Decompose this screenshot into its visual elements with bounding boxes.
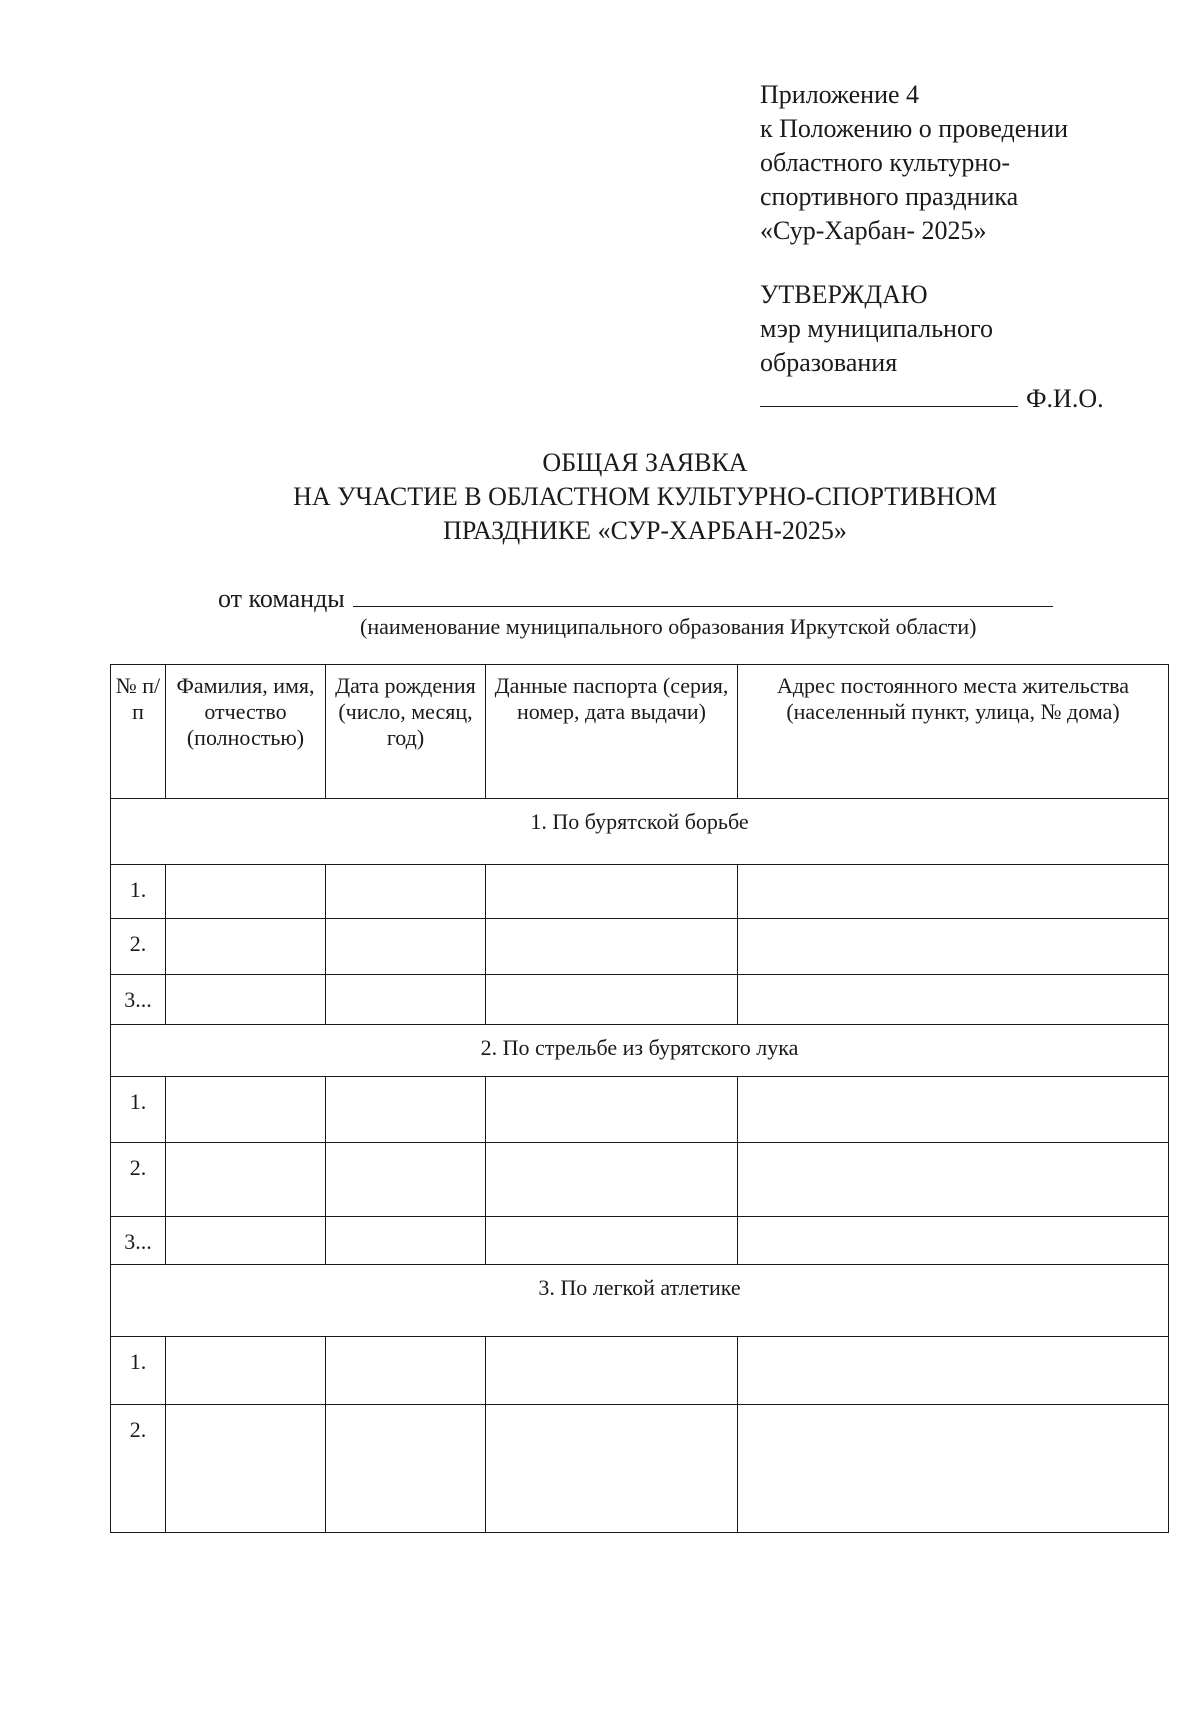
team-caption: (наименование муниципального образования Иркутской области) bbox=[360, 614, 977, 639]
appendix-line: Приложение 4 bbox=[760, 80, 920, 109]
approval-heading: УТВЕРЖДАЮ bbox=[760, 280, 928, 309]
table-row bbox=[111, 1405, 1169, 1533]
table-row bbox=[111, 1077, 1169, 1143]
cell-birth-date[interactable] bbox=[326, 1337, 486, 1405]
table-row bbox=[111, 919, 1169, 975]
cell-passport[interactable] bbox=[486, 1143, 738, 1217]
row-number: 1. bbox=[111, 1077, 166, 1143]
cell-address[interactable] bbox=[738, 1217, 1169, 1265]
row-number: 2. bbox=[111, 1143, 166, 1217]
table-row bbox=[111, 865, 1169, 919]
section-row bbox=[111, 1265, 1169, 1337]
cell-address[interactable] bbox=[738, 975, 1169, 1025]
appendix-line: областного культурно- bbox=[760, 148, 1010, 177]
section-title: 2. По стрельбе из бурятского лука bbox=[111, 1025, 1169, 1077]
section-title: 1. По бурятской борьбе bbox=[111, 799, 1169, 865]
cell-address[interactable] bbox=[738, 919, 1169, 975]
row-number: 3... bbox=[111, 1217, 166, 1265]
cell-passport[interactable] bbox=[486, 975, 738, 1025]
cell-full-name[interactable] bbox=[166, 1077, 326, 1143]
header-number: № п/п bbox=[111, 665, 166, 799]
table-row bbox=[111, 1143, 1169, 1217]
header-passport: Данные паспорта (серия, номер, дата выдачи) bbox=[486, 665, 738, 799]
row-number: 2. bbox=[111, 1405, 166, 1533]
team-name-line[interactable] bbox=[353, 580, 1053, 607]
cell-passport[interactable] bbox=[486, 865, 738, 919]
team-label: от команды bbox=[218, 584, 345, 613]
cell-birth-date[interactable] bbox=[326, 1143, 486, 1217]
cell-address[interactable] bbox=[738, 1337, 1169, 1405]
cell-address[interactable] bbox=[738, 865, 1169, 919]
cell-full-name[interactable] bbox=[166, 865, 326, 919]
title-line: ПРАЗДНИКЕ «СУР-ХАРБАН-2025» bbox=[443, 516, 847, 545]
header-address: Адрес постоянного места жительства (населенный пункт, улица, № дома) bbox=[738, 665, 1169, 799]
team-row bbox=[218, 580, 1053, 614]
cell-full-name[interactable] bbox=[166, 1217, 326, 1265]
table-row bbox=[111, 975, 1169, 1025]
cell-full-name[interactable] bbox=[166, 1143, 326, 1217]
signature-row bbox=[760, 380, 1104, 416]
cell-full-name[interactable] bbox=[166, 1405, 326, 1533]
appendix-line: спортивного праздника bbox=[760, 182, 1019, 211]
row-number: 1. bbox=[111, 865, 166, 919]
participants-table bbox=[110, 664, 1169, 1533]
cell-passport[interactable] bbox=[486, 919, 738, 975]
section-row bbox=[111, 1025, 1169, 1077]
cell-passport[interactable] bbox=[486, 1337, 738, 1405]
row-number: 2. bbox=[111, 919, 166, 975]
cell-address[interactable] bbox=[738, 1405, 1169, 1533]
approval-position: мэр муниципального bbox=[760, 314, 993, 343]
approval-position: образования bbox=[760, 348, 898, 377]
cell-birth-date[interactable] bbox=[326, 1405, 486, 1533]
cell-address[interactable] bbox=[738, 1077, 1169, 1143]
signature-line[interactable] bbox=[760, 380, 1018, 407]
cell-passport[interactable] bbox=[486, 1405, 738, 1533]
cell-birth-date[interactable] bbox=[326, 975, 486, 1025]
table-row bbox=[111, 1217, 1169, 1265]
cell-passport[interactable] bbox=[486, 1077, 738, 1143]
title-line: НА УЧАСТИЕ В ОБЛАСТНОМ КУЛЬТУРНО-СПОРТИВНОМ bbox=[293, 482, 997, 511]
approval-block bbox=[760, 278, 1104, 416]
signature-label: Ф.И.О. bbox=[1026, 384, 1104, 413]
header-row bbox=[111, 665, 1169, 799]
row-number: 3... bbox=[111, 975, 166, 1025]
cell-birth-date[interactable] bbox=[326, 1217, 486, 1265]
row-number: 1. bbox=[111, 1337, 166, 1405]
cell-passport[interactable] bbox=[486, 1217, 738, 1265]
cell-full-name[interactable] bbox=[166, 975, 326, 1025]
appendix-line: «Сур-Харбан- 2025» bbox=[760, 216, 987, 245]
cell-address[interactable] bbox=[738, 1143, 1169, 1217]
cell-birth-date[interactable] bbox=[326, 865, 486, 919]
appendix-line: к Положению о проведении bbox=[760, 114, 1069, 143]
header-birth-date: Дата рождения (число, месяц, год) bbox=[326, 665, 486, 799]
cell-full-name[interactable] bbox=[166, 919, 326, 975]
header-full-name: Фамилия, имя, отчество (полностью) bbox=[166, 665, 326, 799]
section-title: 3. По легкой атлетике bbox=[111, 1265, 1169, 1337]
document-title bbox=[150, 446, 1140, 548]
cell-birth-date[interactable] bbox=[326, 919, 486, 975]
cell-full-name[interactable] bbox=[166, 1337, 326, 1405]
appendix-block bbox=[760, 78, 1068, 248]
section-row bbox=[111, 799, 1169, 865]
table-row bbox=[111, 1337, 1169, 1405]
cell-birth-date[interactable] bbox=[326, 1077, 486, 1143]
title-line: ОБЩАЯ ЗАЯВКА bbox=[542, 448, 748, 477]
